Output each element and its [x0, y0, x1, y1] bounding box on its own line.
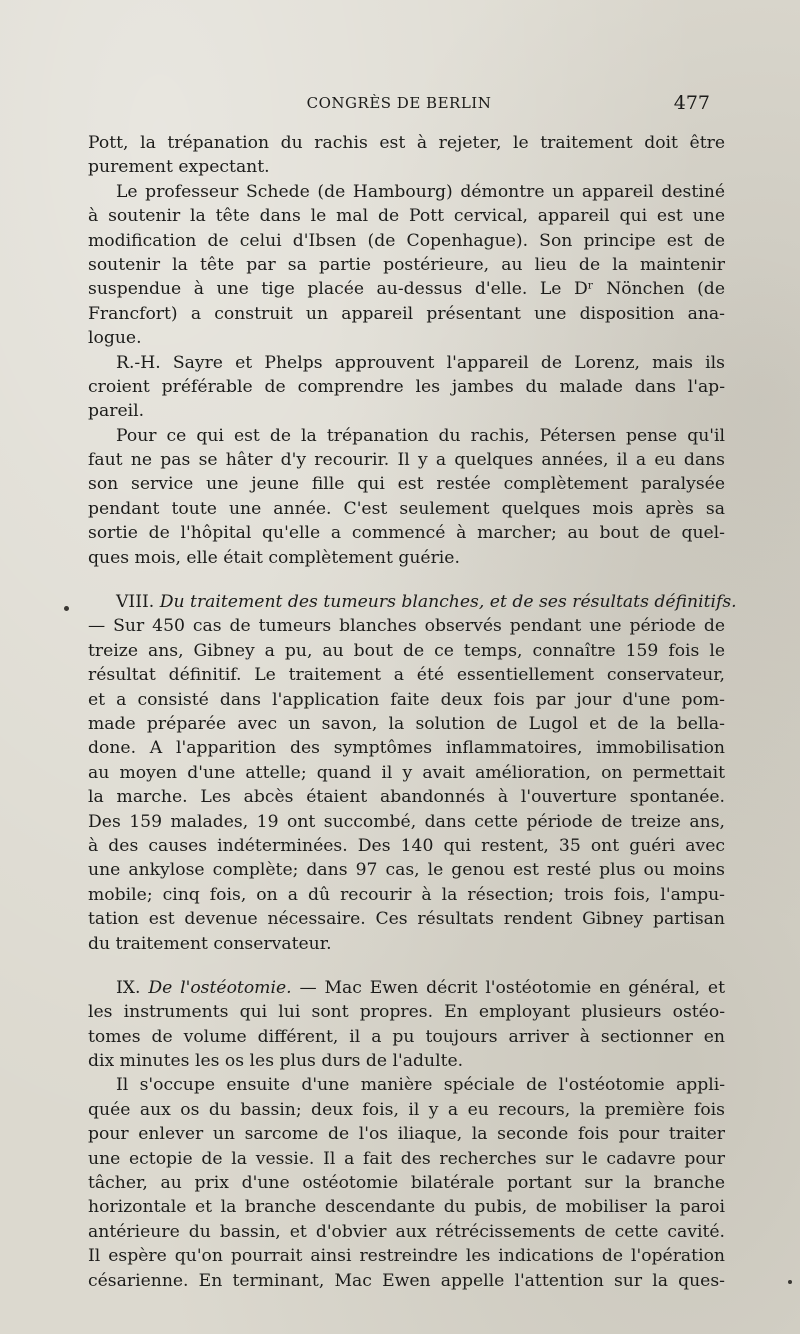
section-lead-text: — Mac Ewen décrit l'ostéotomie en général, et [299, 977, 725, 998]
text-line: pareil. [88, 401, 145, 422]
text-line: croient préférable de comprendre les jambes du malade dans l'ap- [88, 376, 725, 397]
page-number: 477 [673, 92, 710, 114]
text-line: antérieure du bassin, et d'obvier aux rétrécissements de cette cavité. [88, 1221, 725, 1242]
text-line: soutenir la tête par sa partie postérieure, au lieu de la maintenir [88, 254, 725, 275]
text-line: purement expectant. [88, 157, 270, 178]
ink-speck [788, 1280, 792, 1284]
ink-speck [64, 606, 69, 611]
section-title: Du traitement des tumeurs blanches, et de ses résultats définitifs. [159, 592, 737, 613]
text-line: logue. [88, 328, 142, 349]
text-line: pour enlever un sarcome de l'os iliaque, la seconde fois pour traiter [88, 1124, 725, 1145]
running-title: CONGRÈS DE BERLIN [306, 94, 492, 112]
section-number: VIII. [116, 592, 155, 613]
text-line: à des causes indéterminées. Des 140 qui restent, 35 ont guéri avec [88, 835, 725, 856]
text-line: faut ne pas se hâter d'y recourir. Il y a quelques années, il a eu dans [88, 450, 725, 471]
body-text [88, 131, 737, 1293]
text-line: au moyen d'une attelle; quand il y avait amélioration, on permettait [88, 762, 725, 783]
text-line: suspendue à une tige placée au-dessus d'elle. Le Dʳ Nönchen (de [88, 279, 725, 300]
text-line: Il espère qu'on pourrait ainsi restreindre les indications de l'opération [88, 1246, 725, 1267]
text-line: à soutenir la tête dans le mal de Pott cervical, appareil qui est une [88, 206, 725, 227]
text-line: tomes de volume différent, il a pu toujours arriver à sectionner en [88, 1026, 725, 1047]
section-heading-ix [88, 976, 725, 1000]
text-line: treize ans, Gibney a pu, au bout de ce temps, connaître 159 fois le [88, 640, 725, 661]
text-line: Il s'occupe ensuite d'une manière spéciale de l'ostéotomie appli- [116, 1075, 725, 1096]
text-line: modification de celui d'Ibsen (de Copenhague). Son principe est de [88, 230, 725, 251]
text-line: son service une jeune fille qui est restée complètement paralysée [88, 474, 725, 495]
text-line: la marche. Les abcès étaient abandonnés à l'ouverture spontanée. [88, 787, 725, 808]
text-line: pendant toute une année. C'est seulement quelques mois après sa [88, 498, 725, 519]
text-line: quée aux os du bassin; deux fois, il y a eu recours, la première fois [88, 1099, 725, 1120]
text-line: Francfort) a construit un appareil présentant une disposition ana- [88, 303, 725, 324]
text-line: ques mois, elle était complètement guérie. [88, 547, 460, 568]
text-line: Pott, la trépanation du rachis est à rejeter, le traitement doit être [88, 133, 725, 153]
text-line: Des 159 malades, 19 ont succombé, dans cette période de treize ans, [88, 811, 725, 832]
text-line: résultat définitif. Le traitement a été essentiellement conservateur, [88, 665, 725, 686]
text-line: tation est devenue nécessaire. Ces résultats rendent Gibney partisan [88, 909, 725, 930]
text-line: les instruments qui lui sont propres. En employant plusieurs ostéo- [88, 1002, 725, 1023]
section-number: IX. [116, 977, 141, 998]
text-line: — Sur 450 cas de tumeurs blanches observés pendant une période de [88, 616, 725, 637]
text-line: mobile; cinq fois, on a dû recourir à la résection; trois fois, l'ampu- [88, 884, 725, 905]
section-heading-viii [88, 590, 737, 614]
text-line: césarienne. En terminant, Mac Ewen appelle l'attention sur la ques- [88, 1270, 725, 1291]
text-line: du traitement conservateur. [88, 933, 332, 954]
text-line: R.-H. Sayre et Phelps approuvent l'appareil de Lorenz, mais ils [116, 352, 725, 373]
text-line: dix minutes les os les plus durs de l'adulte. [88, 1051, 464, 1072]
text-line: made préparée avec un savon, la solution de Lugol et de la bella- [88, 713, 725, 734]
text-line: horizontale et la branche descendante du pubis, de mobiliser la paroi [88, 1197, 725, 1218]
text-line: done. A l'apparition des symptômes inflammatoires, immobilisation [88, 738, 725, 759]
text-line: tâcher, au prix d'une ostéotomie bilatérale portant sur la branche [88, 1173, 725, 1194]
text-line: Pour ce qui est de la trépanation du rachis, Pétersen pense qu'il [116, 425, 725, 446]
page-header [88, 94, 710, 120]
text-line: et a consisté dans l'application faite deux fois par jour d'une pom- [88, 689, 725, 710]
section-title: De l'ostéotomie. [148, 977, 292, 998]
text-line: sortie de l'hôpital qu'elle a commencé à marcher; au bout de quel- [88, 523, 725, 544]
text-line: une ectopie de la vessie. Il a fait des recherches sur le cadavre pour [88, 1148, 725, 1169]
text-line: Le professeur Schede (de Hambourg) démontre un appareil destiné [116, 181, 725, 202]
text-line: une ankylose complète; dans 97 cas, le genou est resté plus ou moins [88, 860, 725, 881]
